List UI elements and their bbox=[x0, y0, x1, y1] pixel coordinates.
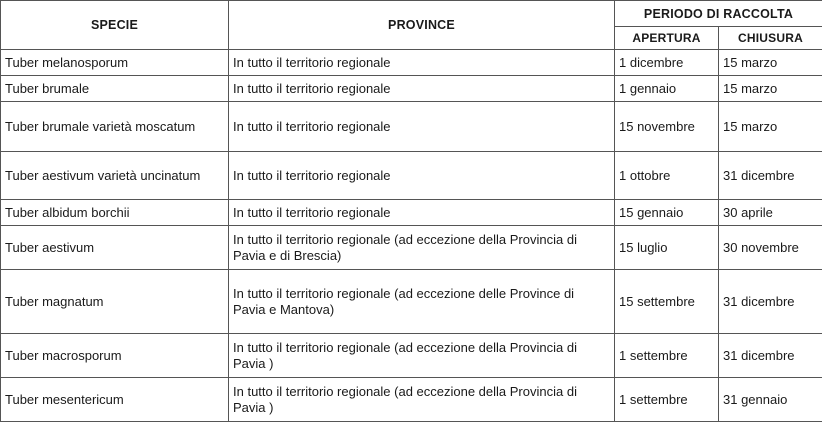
opening-cell: 1 dicembre bbox=[615, 50, 719, 76]
species-cell: Tuber magnatum bbox=[1, 270, 229, 334]
opening-cell: 1 settembre bbox=[615, 334, 719, 378]
closing-cell: 31 dicembre bbox=[719, 270, 822, 334]
opening-cell: 1 settembre bbox=[615, 378, 719, 422]
closing-cell: 15 marzo bbox=[719, 50, 822, 76]
opening-cell: 15 novembre bbox=[615, 102, 719, 152]
closing-cell: 31 dicembre bbox=[719, 334, 822, 378]
header-closing: CHIUSURA bbox=[719, 27, 822, 50]
closing-cell: 30 novembre bbox=[719, 226, 822, 270]
closing-cell: 15 marzo bbox=[719, 76, 822, 102]
header-provinces: PROVINCE bbox=[229, 1, 615, 50]
table-row bbox=[1, 270, 822, 334]
table-row bbox=[1, 152, 822, 200]
table-row bbox=[1, 50, 822, 76]
provinces-cell: In tutto il territorio regionale bbox=[229, 152, 615, 200]
species-cell: Tuber melanosporum bbox=[1, 50, 229, 76]
species-cell: Tuber albidum borchii bbox=[1, 200, 229, 226]
closing-cell: 31 gennaio bbox=[719, 378, 822, 422]
provinces-cell: In tutto il territorio regionale (ad eccezione della Provincia di Pavia e di Brescia) bbox=[229, 226, 615, 270]
provinces-cell: In tutto il territorio regionale bbox=[229, 102, 615, 152]
opening-cell: 15 gennaio bbox=[615, 200, 719, 226]
table-row bbox=[1, 378, 822, 422]
provinces-cell: In tutto il territorio regionale (ad eccezione delle Province di Pavia e Mantova) bbox=[229, 270, 615, 334]
opening-cell: 15 luglio bbox=[615, 226, 719, 270]
table-row bbox=[1, 334, 822, 378]
species-cell: Tuber macrosporum bbox=[1, 334, 229, 378]
provinces-cell: In tutto il territorio regionale bbox=[229, 76, 615, 102]
closing-cell: 15 marzo bbox=[719, 102, 822, 152]
header-opening: APERTURA bbox=[615, 27, 719, 50]
species-cell: Tuber mesentericum bbox=[1, 378, 229, 422]
opening-cell: 15 settembre bbox=[615, 270, 719, 334]
provinces-cell: In tutto il territorio regionale bbox=[229, 200, 615, 226]
species-cell: Tuber aestivum bbox=[1, 226, 229, 270]
header-row bbox=[1, 1, 822, 27]
species-cell: Tuber brumale bbox=[1, 76, 229, 102]
table-row bbox=[1, 226, 822, 270]
opening-cell: 1 ottobre bbox=[615, 152, 719, 200]
provinces-cell: In tutto il territorio regionale (ad eccezione della Provincia di Pavia ) bbox=[229, 378, 615, 422]
table-row bbox=[1, 102, 822, 152]
header-harvest-period: PERIODO DI RACCOLTA bbox=[615, 1, 822, 27]
header-species: SPECIE bbox=[1, 1, 229, 50]
closing-cell: 30 aprile bbox=[719, 200, 822, 226]
table-row bbox=[1, 76, 822, 102]
species-cell: Tuber aestivum varietà uncinatum bbox=[1, 152, 229, 200]
closing-cell: 31 dicembre bbox=[719, 152, 822, 200]
opening-cell: 1 gennaio bbox=[615, 76, 719, 102]
species-cell: Tuber brumale varietà moscatum bbox=[1, 102, 229, 152]
provinces-cell: In tutto il territorio regionale bbox=[229, 50, 615, 76]
table-row bbox=[1, 200, 822, 226]
provinces-cell: In tutto il territorio regionale (ad eccezione della Provincia di Pavia ) bbox=[229, 334, 615, 378]
